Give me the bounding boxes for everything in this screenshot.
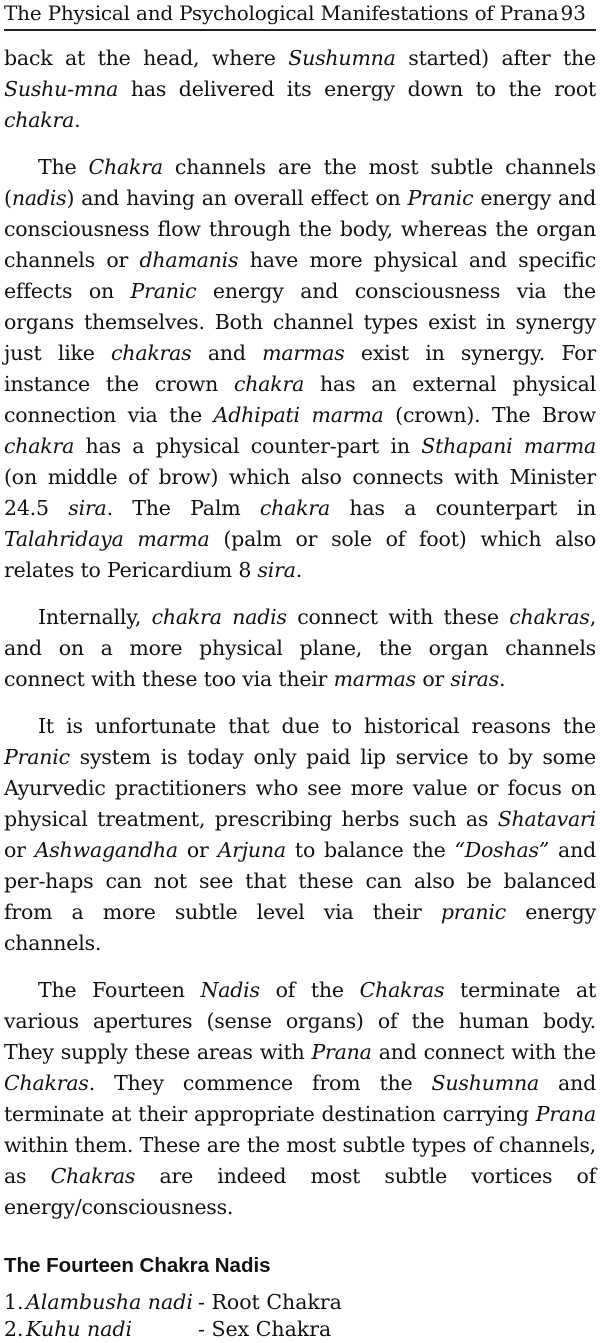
- text-run: back at the head, where: [4, 46, 289, 70]
- text-run: and: [191, 341, 263, 365]
- text-run: ) and having an overall effect on: [66, 186, 408, 210]
- italic-run: pranic: [440, 900, 507, 924]
- italic-run: sira: [257, 558, 296, 582]
- text-run: (palm or sole of foot) which also relates to Pericardium 8: [4, 527, 597, 582]
- text-run: , and on a more physical plane, the organ channels connect with these too via their: [4, 605, 597, 691]
- text-run: The: [38, 155, 89, 179]
- italic-run: Chakra: [88, 155, 163, 179]
- text-run: exist in synergy. For instance the crown: [4, 341, 596, 396]
- italic-run: “Doshas”: [454, 838, 550, 862]
- text-run: . They commence from the: [88, 1071, 432, 1095]
- text-run: energy and consciousness flow through the body, whereas the organ channels or: [4, 186, 596, 272]
- italic-run: Prana: [535, 1102, 596, 1126]
- text-run: has an external physical connection via the: [4, 372, 596, 427]
- text-run: The Fourteen: [38, 978, 201, 1002]
- item-number: 1.: [4, 1290, 24, 1314]
- nadi-name: Kuhu nadi: [26, 1317, 133, 1341]
- text-run: (on middle of brow) which also connects with Minister 24.5: [4, 465, 596, 520]
- italic-run: Pranic: [4, 745, 70, 769]
- text-run: and per-haps can not see that these can also be balanced from a more subtle level via their: [4, 838, 596, 924]
- nadi-list: [4, 1289, 596, 1343]
- italic-run: Adhipati marma: [213, 403, 384, 427]
- chakra-name: - Sex Chakra: [198, 1317, 332, 1341]
- text-run: or: [177, 838, 218, 862]
- text-run: has a physical counter-part in: [74, 434, 422, 458]
- text-run: energy channels.: [4, 900, 596, 955]
- running-header: [4, 0, 596, 31]
- text-run: .: [74, 108, 81, 132]
- italic-run: chakras: [509, 605, 590, 629]
- text-run: .: [295, 558, 303, 582]
- italic-run: chakra: [259, 496, 331, 520]
- italic-run: Pranic: [407, 186, 474, 210]
- section-heading: The Fourteen Chakra Nadis: [4, 1254, 271, 1277]
- nadi-name: Alambusha nadi: [26, 1290, 193, 1314]
- paragraph: [4, 43, 596, 136]
- italic-run: Arjuna: [217, 838, 286, 862]
- paragraph: [4, 602, 596, 695]
- text-run: . The Palm: [106, 496, 260, 520]
- text-run: of the: [259, 978, 360, 1002]
- italic-run: Pranic: [130, 279, 197, 303]
- text-run: connect with these: [286, 605, 510, 629]
- page-number: 93: [560, 1, 586, 25]
- italic-run: siras: [450, 667, 500, 691]
- italic-run: Shatavari: [497, 807, 596, 831]
- text-run: energy and consciousness via the organs themselves. Both channel types exist in synergy just like: [4, 279, 596, 365]
- italic-run: chakras: [111, 341, 192, 365]
- text-run: channels are the most subtle channels (: [4, 155, 597, 210]
- text-run: Internally,: [38, 605, 152, 629]
- italic-run: Sushu-mna: [4, 77, 119, 101]
- text-run: terminate at various apertures (sense organs) of the human body. They supply these areas with: [4, 978, 597, 1064]
- italic-run: chakra: [234, 372, 305, 396]
- text-run: has a counterpart in: [330, 496, 596, 520]
- italic-run: Nadis: [200, 978, 260, 1002]
- italic-run: marmas: [333, 667, 417, 691]
- italic-run: Chakras: [4, 1071, 89, 1095]
- italic-run: Ashwagandha: [34, 838, 178, 862]
- italic-run: chakra nadis: [151, 605, 287, 629]
- text-run: or: [416, 667, 451, 691]
- italic-run: marmas: [262, 341, 345, 365]
- italic-run: Talahridaya marma: [4, 527, 210, 551]
- text-run: within them. These are the most subtle types of channels, as: [4, 1133, 596, 1188]
- text-run: or: [4, 838, 35, 862]
- text-run: started) after the: [395, 46, 596, 70]
- italic-run: Chakras: [50, 1164, 136, 1188]
- text-run: have more physical and specific effects on: [4, 248, 596, 303]
- text-run: to balance the: [285, 838, 455, 862]
- text-run: (crown). The Brow: [383, 403, 596, 427]
- text-run: has delivered its energy down to the root: [118, 77, 596, 101]
- running-title: The Physical and Psychological Manifestations of Prana: [4, 1, 559, 25]
- paragraph: [4, 975, 596, 1223]
- paragraph: [4, 711, 596, 959]
- list-item: [4, 1316, 596, 1343]
- italic-run: Sthapani marma: [421, 434, 597, 458]
- italic-run: Sushumna: [431, 1071, 539, 1095]
- text-run: and connect with the: [371, 1040, 596, 1064]
- paragraph: [4, 152, 596, 586]
- text-run: .: [499, 667, 506, 691]
- italic-run: chakra: [4, 108, 75, 132]
- item-number: 2.: [4, 1317, 24, 1341]
- italic-run: sira: [68, 496, 107, 520]
- italic-run: Chakras: [359, 978, 445, 1002]
- italic-run: Sushumna: [288, 46, 396, 70]
- italic-run: chakra: [4, 434, 75, 458]
- text-run: are indeed most subtle vortices of energy/consciousness.: [4, 1164, 596, 1219]
- text-run: and terminate at their appropriate destination carrying: [4, 1071, 597, 1126]
- chakra-name: - Root Chakra: [198, 1290, 342, 1314]
- italic-run: Prana: [311, 1040, 372, 1064]
- italic-run: nadis: [11, 186, 67, 210]
- italic-run: dhamanis: [139, 248, 239, 272]
- text-run: system is today only paid lip service to by some Ayurvedic practitioners who see more value or focus on physical treatment, prescribing herbs such as: [4, 745, 596, 831]
- text-run: It is unfortunate that due to historical reasons the: [38, 714, 596, 738]
- list-item: [4, 1289, 596, 1316]
